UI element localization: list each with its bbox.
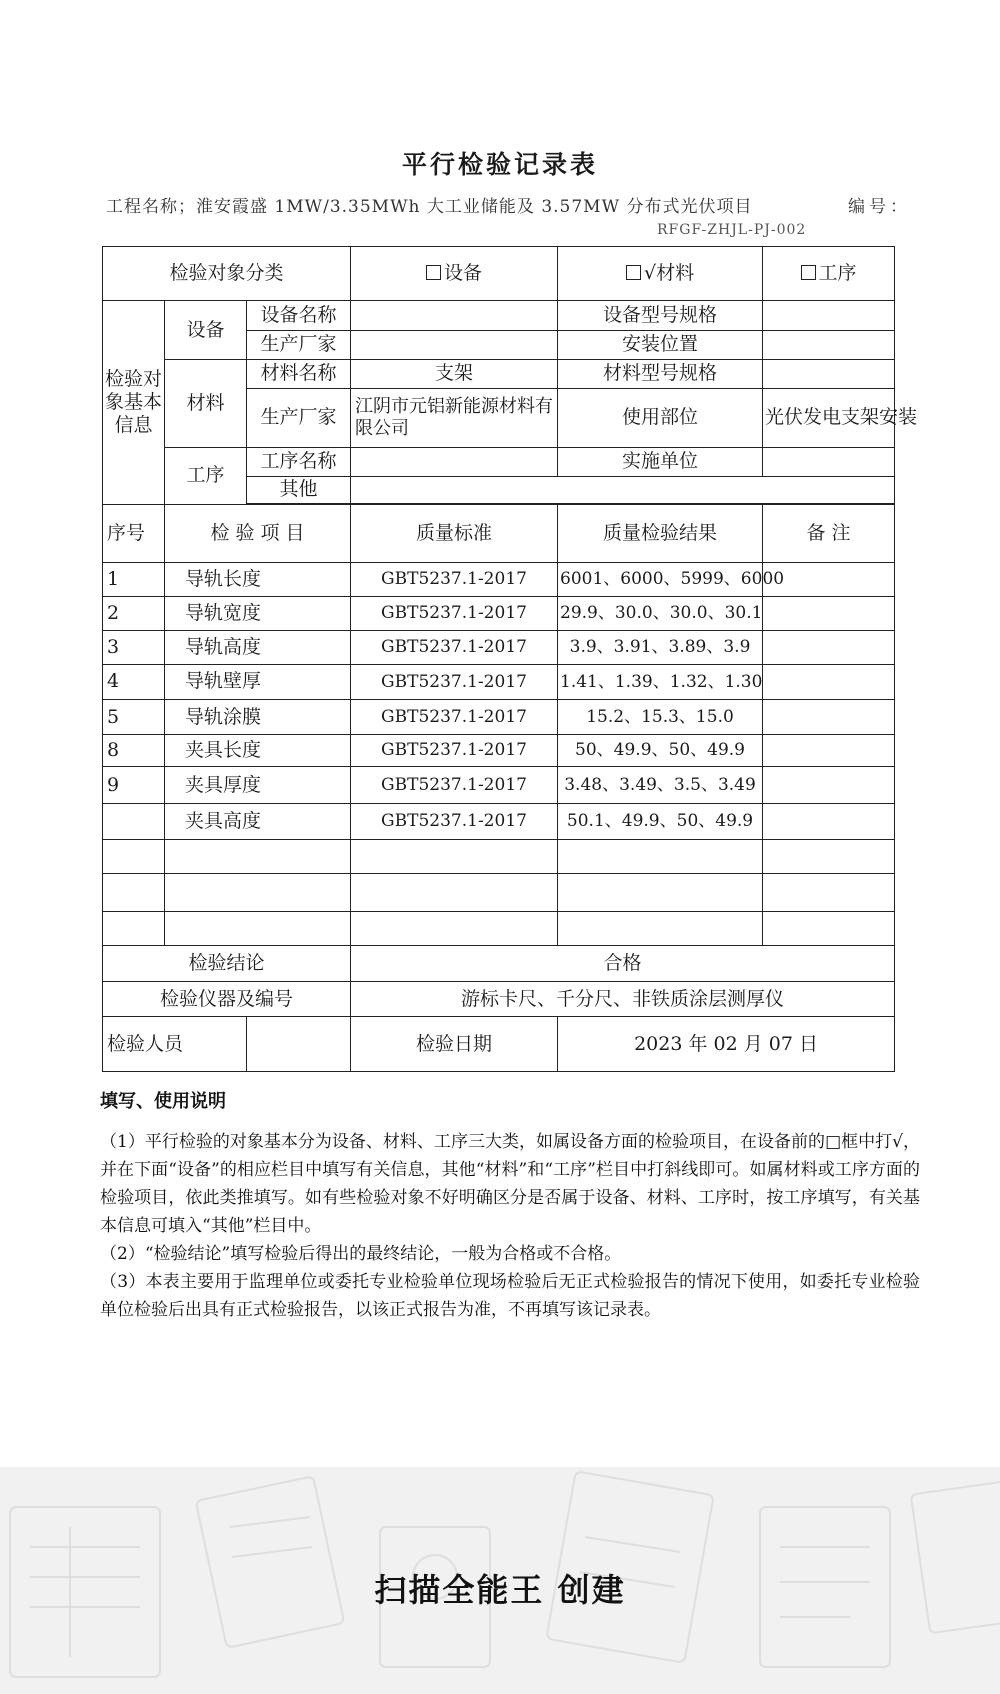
material-group-label: 材料 [165, 360, 247, 448]
equipment-name-value [351, 300, 558, 330]
row-standard: GBT5237.1-2017 [351, 804, 558, 840]
row-standard: GBT5237.1-2017 [351, 700, 558, 735]
other-label: 其他 [247, 477, 351, 503]
instruments-row [103, 982, 895, 1017]
row-item: 导轨宽度 [165, 597, 351, 631]
table-row [103, 734, 895, 767]
row-standard [351, 911, 558, 945]
equipment-model-label: 设备型号规格 [558, 300, 763, 330]
row-standard: GBT5237.1-2017 [351, 562, 558, 597]
row-item [165, 874, 351, 912]
row-result: 50、49.9、50、49.9 [558, 734, 763, 767]
conclusion-label: 检验结论 [103, 945, 351, 982]
row-result: 15.2、15.3、15.0 [558, 700, 763, 735]
material-model-label: 材料型号规格 [558, 360, 763, 389]
row-no [103, 911, 165, 945]
conclusion-row [103, 945, 895, 982]
row-standard: GBT5237.1-2017 [351, 664, 558, 700]
checkbox-icon [801, 265, 816, 280]
row-no: 1 [103, 562, 165, 597]
row-item: 导轨高度 [165, 630, 351, 664]
material-name-value: 支架 [351, 360, 558, 389]
equipment-location-value [763, 330, 895, 360]
header-standard: 质量标准 [351, 504, 558, 562]
equipment-maker-value [351, 330, 558, 360]
option-process[interactable]: 工序 [763, 247, 895, 301]
equipment-group-label: 设备 [165, 300, 247, 359]
checkbox-icon [626, 265, 641, 280]
basic-info-label: 检验对象基本信息 [103, 300, 165, 504]
row-result: 3.9、3.91、3.89、3.9 [558, 630, 763, 664]
row-result [558, 839, 763, 874]
row-result [558, 874, 763, 912]
row-remark [763, 734, 895, 767]
process-unit-label: 实施单位 [558, 447, 763, 477]
equipment-maker-label: 生产厂家 [247, 330, 351, 360]
row-result [558, 911, 763, 945]
row-item [165, 911, 351, 945]
material-maker-value: 江阴市元铝新能源材料有限公司 [351, 388, 558, 447]
row-no: 3 [103, 630, 165, 664]
category-row [103, 247, 895, 301]
conclusion-value: 合格 [351, 945, 895, 982]
instruction-paragraph: （2）“检验结论”填写检验后得出的最终结论，一般为合格或不合格。 [100, 1244, 622, 1264]
row-item: 导轨涂膜 [165, 700, 351, 735]
row-item [165, 839, 351, 874]
instruction-paragraph: （1）平行检验的对象基本分为设备、材料、工序三大类，如属设备方面的检验项目，在设备前的□框中打√，并在下面“设备”的相应栏目中填写有关信息，其他“材料”和“工序”栏目中打斜线即可。如属材料或工序方面的检验项目，依此类推填写。如有些检验对象不好明确区分是否属于设备、材料、工序时，按工序填写，有关基本信息可填入“其他”栏目中。 [100, 1132, 920, 1236]
checkbox-icon [426, 265, 441, 280]
inspect-date-value: 2023 年 02 月 07 日 [558, 1016, 895, 1071]
row-standard: GBT5237.1-2017 [351, 767, 558, 804]
row-remark [763, 874, 895, 912]
row-remark [763, 839, 895, 874]
row-item: 导轨长度 [165, 562, 351, 597]
code-value: RFGF-ZHJL-PJ-002 [657, 222, 807, 238]
row-no: 4 [103, 664, 165, 700]
row-no: 8 [103, 734, 165, 767]
inspector-label: 检验人员 [103, 1016, 247, 1071]
row-standard: GBT5237.1-2017 [351, 734, 558, 767]
equipment-location-label: 安装位置 [558, 330, 763, 360]
equipment-name-label: 设备名称 [247, 300, 351, 330]
row-item: 导轨壁厚 [165, 664, 351, 700]
option-material[interactable]: √材料 [558, 247, 763, 301]
process-unit-value [763, 447, 895, 477]
code-label: 编号： [848, 197, 911, 217]
row-result: 29.9、30.0、30.0、30.1 [558, 597, 763, 631]
row-remark [763, 597, 895, 631]
signature-row [103, 1016, 895, 1071]
material-name-label: 材料名称 [247, 360, 351, 389]
table-row [103, 562, 895, 597]
table-row [103, 839, 895, 874]
row-standard [351, 839, 558, 874]
inspection-record-table [102, 246, 918, 1072]
table-row [103, 911, 895, 945]
equipment-model-value [763, 300, 895, 330]
header-remark: 备 注 [763, 504, 895, 562]
category-label: 检验对象分类 [103, 247, 351, 301]
row-no: 5 [103, 700, 165, 735]
row-standard [351, 874, 558, 912]
row-result: 50.1、49.9、50、49.9 [558, 804, 763, 840]
items-header-row [103, 504, 895, 562]
row-standard: GBT5237.1-2017 [351, 630, 558, 664]
instructions-heading: 填写、使用说明 [100, 1091, 226, 1112]
table-row [103, 630, 895, 664]
table-row [103, 664, 895, 700]
row-result: 3.48、3.49、3.5、3.49 [558, 767, 763, 804]
row-item: 夹具长度 [165, 734, 351, 767]
header-no: 序号 [103, 504, 165, 562]
project-name-line: 工程名称；淮安霞盛 1MW/3.35MWh 大工业储能及 3.57MW 分布式光伏项目 [106, 197, 753, 217]
row-remark [763, 767, 895, 804]
row-item: 夹具高度 [165, 804, 351, 840]
scanner-watermark: 扫描全能王 创建 [374, 1571, 626, 1609]
instruments-value: 游标卡尺、千分尺、非铁质涂层测厚仪 [351, 982, 895, 1017]
row-item: 夹具厚度 [165, 767, 351, 804]
row-remark [763, 630, 895, 664]
table-row [103, 597, 895, 631]
material-usage-label: 使用部位 [558, 388, 763, 447]
row-no [103, 874, 165, 912]
row-no [103, 839, 165, 874]
row-result: 6001、6000、5999、6000 [558, 562, 763, 597]
row-no [103, 804, 165, 840]
row-no: 2 [103, 597, 165, 631]
process-group-label: 工序 [165, 447, 247, 504]
table-row [103, 874, 895, 912]
row-no: 9 [103, 767, 165, 804]
row-remark [763, 664, 895, 700]
document-title: 平行检验记录表 [401, 150, 598, 179]
instruments-label: 检验仪器及编号 [103, 982, 351, 1017]
row-standard: GBT5237.1-2017 [351, 597, 558, 631]
table-row [103, 804, 895, 840]
option-equipment[interactable]: 设备 [351, 247, 558, 301]
instructions [100, 1088, 920, 1324]
header-item: 检 验 项 目 [165, 504, 351, 562]
row-remark [763, 804, 895, 840]
row-result: 1.41、1.39、1.32、1.30 [558, 664, 763, 700]
inspect-date-label: 检验日期 [351, 1016, 558, 1071]
row-remark [763, 911, 895, 945]
material-maker-label: 生产厂家 [247, 388, 351, 447]
material-model-value [763, 360, 895, 389]
header-result: 质量检验结果 [558, 504, 763, 562]
process-name-label: 工序名称 [247, 447, 351, 477]
other-value [351, 477, 895, 503]
material-usage-value: 光伏发电支架安装 [763, 388, 895, 447]
table-row [103, 700, 895, 735]
row-remark [763, 700, 895, 735]
process-name-value [351, 447, 558, 477]
table-row [103, 767, 895, 804]
instruction-paragraph: （3）本表主要用于监理单位或委托专业检验单位现场检验后无正式检验报告的情况下使用，如委托专业检验单位检验后出具有正式检验报告，以该正式报告为准，不再填写该记录表。 [100, 1272, 920, 1320]
